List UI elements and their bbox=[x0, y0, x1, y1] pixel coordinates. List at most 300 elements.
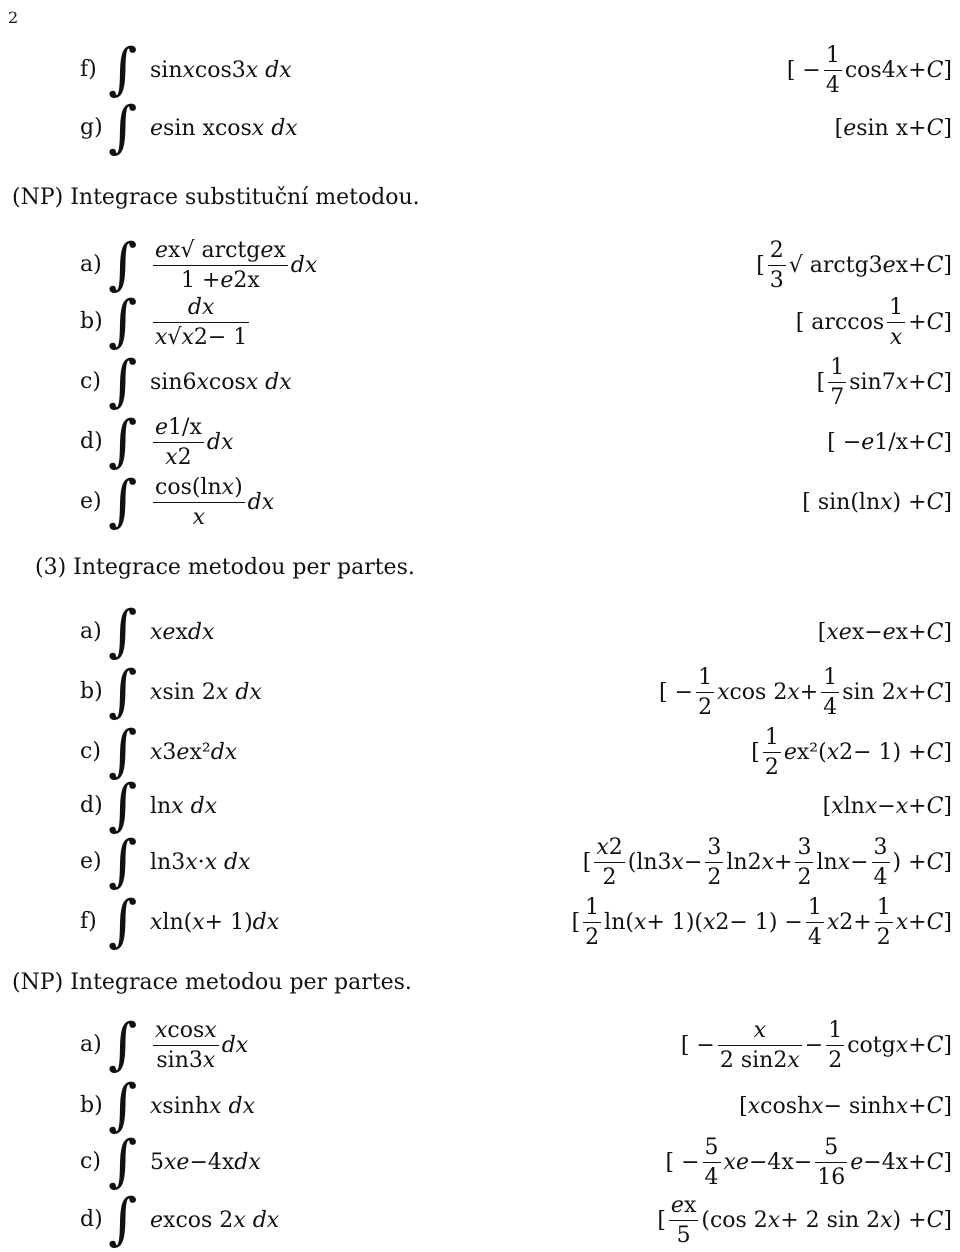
superscript: −4x bbox=[863, 1149, 909, 1175]
denominator bbox=[826, 1048, 844, 1073]
math-text: x bbox=[150, 909, 163, 935]
math-text: ] bbox=[943, 252, 952, 278]
math-text: ln bbox=[150, 849, 172, 875]
answer bbox=[827, 412, 952, 472]
math-text: √ bbox=[167, 324, 182, 350]
integrand bbox=[150, 1190, 279, 1250]
superscript: 2 bbox=[193, 324, 208, 350]
fraction bbox=[887, 295, 905, 350]
math-text: 1 bbox=[764, 724, 779, 750]
math-text: xe bbox=[723, 1149, 749, 1175]
integral-sign-icon: ∫ bbox=[108, 289, 138, 354]
numerator bbox=[824, 43, 842, 68]
math-text: ] bbox=[943, 849, 952, 875]
exercise-row bbox=[0, 232, 960, 297]
denominator bbox=[872, 865, 890, 890]
math-text: [ − bbox=[665, 1149, 700, 1175]
fraction bbox=[153, 415, 204, 470]
denominator bbox=[191, 505, 207, 530]
fraction bbox=[806, 895, 824, 950]
math-text: ) + bbox=[892, 1207, 927, 1233]
fraction bbox=[718, 1018, 802, 1073]
math-text: cos 2 bbox=[175, 1207, 234, 1233]
math-text: dx bbox=[290, 252, 318, 278]
exercise-label: f) bbox=[80, 57, 97, 82]
section-heading: (NP) Integrace substituční metodou. bbox=[12, 185, 420, 210]
exercise-row bbox=[0, 599, 960, 664]
superscript: 2 bbox=[839, 739, 854, 765]
answer bbox=[756, 235, 952, 295]
math-text: x bbox=[185, 849, 198, 875]
superscript: x bbox=[163, 1207, 176, 1233]
math-text: x bbox=[895, 793, 909, 819]
numerator bbox=[828, 355, 846, 380]
math-text: ln bbox=[726, 849, 748, 875]
math-text: x bbox=[196, 369, 209, 395]
answer bbox=[739, 1076, 952, 1136]
math-text: 1 bbox=[876, 894, 891, 920]
fraction-bar bbox=[821, 692, 839, 693]
denominator bbox=[888, 325, 904, 350]
math-text: 2 bbox=[698, 694, 713, 720]
math-text: 2 bbox=[707, 864, 722, 890]
exercise-row bbox=[0, 719, 960, 784]
integral-sign-icon: ∫ bbox=[108, 829, 138, 894]
math-text: e bbox=[670, 1192, 684, 1218]
math-text: ] bbox=[943, 793, 952, 819]
exercise-label: f) bbox=[80, 909, 97, 934]
math-text: 4 bbox=[873, 864, 888, 890]
numerator bbox=[875, 895, 893, 920]
math-text: xe bbox=[826, 619, 852, 645]
superscript: x bbox=[851, 619, 865, 645]
denominator bbox=[696, 695, 714, 720]
answer bbox=[583, 832, 952, 892]
math-text: x bbox=[181, 324, 194, 350]
math-text: x bbox=[150, 679, 163, 705]
answer bbox=[657, 1190, 952, 1250]
integral-sign-icon: ∫ bbox=[108, 659, 138, 724]
math-text: [ bbox=[657, 1207, 666, 1233]
math-text: + bbox=[908, 679, 927, 705]
math-text: [ arccos bbox=[795, 309, 885, 335]
math-text: 4 bbox=[807, 924, 822, 950]
math-text: [ − bbox=[827, 429, 862, 455]
exercise-label: c) bbox=[80, 369, 101, 394]
math-text: C bbox=[926, 1149, 944, 1175]
integrand bbox=[150, 40, 292, 100]
math-text: dx bbox=[206, 429, 234, 455]
math-text: cos bbox=[194, 57, 232, 83]
math-text: + 2 sin 2 bbox=[780, 1207, 881, 1233]
superscript: x bbox=[168, 237, 181, 263]
math-text: 3 bbox=[797, 834, 812, 860]
integrand bbox=[150, 1076, 255, 1136]
answer bbox=[659, 662, 952, 722]
math-text: [ bbox=[739, 1093, 748, 1119]
integrand bbox=[150, 662, 262, 722]
math-text: e bbox=[220, 267, 234, 293]
math-text: 3 bbox=[707, 834, 722, 860]
superscript: 3 bbox=[162, 739, 177, 765]
answer bbox=[796, 292, 952, 352]
exercise-row bbox=[0, 829, 960, 894]
fraction-bar bbox=[763, 752, 781, 753]
exercise-row bbox=[0, 409, 960, 474]
integrand bbox=[150, 1015, 248, 1075]
math-text: + bbox=[853, 909, 872, 935]
math-text: dx bbox=[187, 619, 215, 645]
exercise-label: c) bbox=[80, 1149, 101, 1174]
exercise-label: e) bbox=[80, 489, 102, 514]
math-text: e bbox=[783, 739, 797, 765]
denominator bbox=[583, 925, 601, 950]
integral-sign-icon: ∫ bbox=[108, 37, 138, 102]
integral-sign-icon: ∫ bbox=[108, 889, 138, 954]
math-text: ] bbox=[943, 1207, 952, 1233]
exercise-row bbox=[0, 37, 960, 102]
fraction bbox=[768, 238, 786, 293]
denominator bbox=[875, 925, 893, 950]
fraction-bar bbox=[153, 322, 249, 323]
math-text: x dx bbox=[204, 849, 251, 875]
math-text: − bbox=[877, 793, 896, 819]
exercise-label: b) bbox=[80, 1093, 103, 1118]
math-text: x bbox=[880, 1207, 893, 1233]
numerator bbox=[763, 725, 781, 750]
fraction-bar bbox=[153, 1045, 219, 1046]
superscript: x bbox=[273, 237, 286, 263]
math-text: ] bbox=[943, 57, 952, 83]
denominator bbox=[824, 73, 842, 98]
superscript: sin x bbox=[856, 115, 909, 141]
exercise-row bbox=[0, 1129, 960, 1194]
fraction-bar bbox=[875, 922, 893, 923]
numerator bbox=[703, 1135, 721, 1160]
denominator bbox=[806, 925, 824, 950]
math-text: x bbox=[204, 1017, 217, 1043]
numerator bbox=[705, 835, 723, 860]
math-text: 1 bbox=[825, 42, 840, 68]
math-text: + bbox=[908, 57, 927, 83]
math-text: x bbox=[826, 739, 840, 765]
fraction bbox=[583, 895, 601, 950]
superscript: sin x bbox=[163, 115, 215, 141]
denominator bbox=[705, 865, 723, 890]
math-text: + bbox=[908, 1093, 927, 1119]
math-text: − bbox=[793, 1149, 813, 1175]
exercise-row bbox=[0, 95, 960, 160]
math-text: C bbox=[926, 849, 944, 875]
answer bbox=[666, 1132, 952, 1192]
math-text: 1 bbox=[828, 1017, 843, 1043]
superscript: 1/x bbox=[168, 414, 202, 440]
superscript: 2 bbox=[715, 909, 730, 935]
math-text: 1 bbox=[830, 354, 845, 380]
answer bbox=[751, 722, 952, 782]
math-text: x bbox=[702, 909, 716, 935]
fraction-bar bbox=[826, 1045, 844, 1046]
math-text: cos bbox=[214, 115, 252, 141]
math-text: xe bbox=[164, 1149, 190, 1175]
integral-sign-icon: ∫ bbox=[108, 349, 138, 414]
superscript: x² bbox=[189, 739, 211, 765]
integrand bbox=[150, 412, 233, 472]
math-text: x bbox=[155, 1017, 168, 1043]
math-text: (cos 2 bbox=[701, 1207, 768, 1233]
fraction-bar bbox=[795, 862, 813, 863]
exercise-label: c) bbox=[80, 739, 101, 764]
denominator bbox=[179, 268, 262, 293]
math-text: e bbox=[861, 429, 875, 455]
math-text: + bbox=[908, 369, 927, 395]
math-text: x bbox=[767, 1207, 781, 1233]
fraction bbox=[763, 725, 781, 780]
math-text: − bbox=[683, 849, 703, 875]
math-text: x bbox=[192, 909, 205, 935]
fraction bbox=[153, 295, 249, 350]
math-text: cos bbox=[208, 369, 246, 395]
math-text: − 1) − bbox=[729, 909, 803, 935]
math-text: e bbox=[882, 252, 896, 278]
math-text: ) bbox=[234, 474, 243, 500]
integrand bbox=[150, 98, 298, 158]
math-text: dx bbox=[221, 1032, 249, 1058]
integral-sign-icon: ∫ bbox=[108, 409, 138, 474]
math-text: + bbox=[774, 849, 793, 875]
math-text: x bbox=[895, 1093, 909, 1119]
math-text: − bbox=[850, 849, 869, 875]
math-text: cos(ln bbox=[155, 474, 222, 500]
math-text: 5 bbox=[150, 1149, 164, 1175]
math-text: C bbox=[926, 1207, 944, 1233]
math-text: 2 bbox=[585, 924, 600, 950]
denominator bbox=[163, 445, 193, 470]
math-text: 2 bbox=[876, 924, 891, 950]
numerator bbox=[153, 238, 288, 263]
superscript: x² bbox=[796, 739, 819, 765]
math-text: x dx bbox=[171, 793, 218, 819]
fraction-bar bbox=[824, 70, 842, 71]
math-text: − sinh bbox=[823, 1093, 896, 1119]
math-text: ] bbox=[943, 1032, 952, 1058]
superscript: 3 bbox=[868, 252, 883, 278]
numerator bbox=[669, 1193, 698, 1218]
fraction-bar bbox=[703, 1162, 721, 1163]
superscript: x bbox=[683, 1192, 697, 1218]
math-text: x bbox=[826, 909, 840, 935]
fraction bbox=[696, 665, 714, 720]
math-text: ) + bbox=[892, 489, 927, 515]
math-text: (ln bbox=[627, 849, 658, 875]
math-text: [ bbox=[817, 619, 827, 645]
math-text: 2 bbox=[769, 237, 784, 263]
integrand bbox=[150, 892, 279, 952]
superscript: 3 bbox=[171, 849, 186, 875]
math-text: 1 bbox=[823, 664, 838, 690]
math-text: √ arctg bbox=[788, 252, 869, 278]
exercise-label: d) bbox=[80, 793, 103, 818]
fraction bbox=[872, 835, 890, 890]
math-text: · bbox=[197, 849, 205, 875]
math-text: [ sin(ln bbox=[802, 489, 881, 515]
math-text: C bbox=[926, 115, 944, 141]
math-text: + bbox=[908, 429, 927, 455]
math-text: ] bbox=[943, 489, 952, 515]
math-text: x bbox=[150, 1093, 163, 1119]
denominator bbox=[154, 1048, 217, 1073]
exercise-row bbox=[0, 773, 960, 838]
fraction-bar bbox=[768, 265, 786, 266]
section-heading: (NP) Integrace metodou per partes. bbox=[12, 970, 412, 995]
numerator bbox=[795, 835, 813, 860]
answer bbox=[835, 98, 952, 158]
math-text: [ bbox=[756, 252, 765, 278]
math-text: cotg bbox=[847, 1032, 896, 1058]
math-text: √ arctg bbox=[180, 237, 261, 263]
superscript: 6 bbox=[182, 369, 197, 395]
math-text: sin bbox=[156, 1047, 189, 1073]
math-text: ] bbox=[943, 619, 952, 645]
denominator bbox=[815, 1165, 847, 1190]
superscript: 2 bbox=[839, 909, 854, 935]
math-text: − 1 bbox=[207, 324, 248, 350]
math-text: 5 bbox=[704, 1134, 719, 1160]
math-text: 7 bbox=[830, 384, 845, 410]
math-text: cos 2 bbox=[729, 679, 788, 705]
exercise-label: d) bbox=[80, 429, 103, 454]
integral-sign-icon: ∫ bbox=[108, 599, 138, 664]
math-text: x dx bbox=[215, 679, 262, 705]
math-text: cos bbox=[844, 57, 882, 83]
math-text: ] bbox=[943, 369, 952, 395]
fraction-bar bbox=[718, 1045, 802, 1046]
math-text: 4 bbox=[825, 72, 840, 98]
math-text: sin bbox=[150, 369, 183, 395]
math-text: + 1) bbox=[204, 909, 253, 935]
math-text: 3 bbox=[873, 834, 888, 860]
exercise-label: a) bbox=[80, 1032, 102, 1057]
math-text: cos bbox=[167, 1017, 205, 1043]
superscript: 3 bbox=[188, 1047, 203, 1073]
answer bbox=[787, 40, 952, 100]
fraction bbox=[153, 238, 288, 293]
math-text: x dx bbox=[251, 115, 298, 141]
exercise-row bbox=[0, 349, 960, 414]
math-text: C bbox=[926, 57, 944, 83]
math-text: ln bbox=[843, 793, 865, 819]
integrand bbox=[150, 472, 274, 532]
fraction bbox=[153, 1018, 219, 1073]
fraction bbox=[669, 1193, 698, 1248]
math-text: ln bbox=[816, 849, 838, 875]
math-text: ln bbox=[150, 793, 172, 819]
superscript: 2 bbox=[177, 444, 192, 470]
integral-sign-icon: ∫ bbox=[108, 1187, 138, 1252]
fraction-bar bbox=[828, 382, 846, 383]
math-text: x bbox=[202, 1047, 216, 1073]
math-text: e bbox=[155, 414, 169, 440]
exercise-row bbox=[0, 659, 960, 724]
math-text: C bbox=[926, 619, 944, 645]
integrand bbox=[150, 1132, 261, 1192]
fraction-bar bbox=[815, 1162, 847, 1163]
math-text: e bbox=[150, 1207, 164, 1233]
math-text: e bbox=[176, 739, 190, 765]
math-text: C bbox=[926, 309, 944, 335]
math-text: ln( bbox=[162, 909, 193, 935]
exercise-label: g) bbox=[80, 115, 103, 140]
math-text: x bbox=[155, 324, 168, 350]
exercise-row bbox=[0, 1012, 960, 1077]
math-text: x bbox=[787, 679, 800, 705]
math-text: + bbox=[908, 909, 927, 935]
denominator bbox=[768, 268, 786, 293]
math-text: [ bbox=[822, 793, 832, 819]
answer bbox=[572, 892, 952, 952]
numerator bbox=[696, 665, 714, 690]
numerator bbox=[872, 835, 890, 860]
math-text: ln( bbox=[604, 909, 634, 935]
fraction-bar bbox=[887, 322, 905, 323]
superscript: 4 bbox=[881, 57, 896, 83]
answer bbox=[823, 776, 952, 836]
math-text: 1 bbox=[807, 894, 822, 920]
numerator bbox=[153, 475, 245, 500]
math-text: x dx bbox=[233, 1207, 280, 1233]
superscript: 3 bbox=[231, 57, 246, 83]
answer bbox=[802, 472, 952, 532]
exercise-row bbox=[0, 1187, 960, 1252]
math-text: C bbox=[926, 369, 944, 395]
exercise-label: b) bbox=[80, 679, 103, 704]
denominator bbox=[821, 695, 839, 720]
numerator bbox=[583, 895, 601, 920]
math-text: 2 bbox=[602, 864, 617, 890]
math-text: x bbox=[895, 679, 909, 705]
fraction bbox=[826, 1018, 844, 1073]
superscript: 2 bbox=[773, 1047, 788, 1073]
fraction-bar bbox=[806, 922, 824, 923]
fraction-bar bbox=[594, 862, 624, 863]
math-text: xe bbox=[150, 619, 176, 645]
fraction bbox=[594, 835, 624, 890]
superscript: 1/x bbox=[874, 429, 909, 455]
math-text: sin 2 bbox=[162, 679, 216, 705]
math-text: x bbox=[895, 57, 909, 83]
numerator bbox=[594, 835, 624, 860]
math-text: x bbox=[761, 849, 775, 875]
superscript: 7 bbox=[881, 369, 896, 395]
fraction bbox=[875, 895, 893, 950]
math-text: x dx bbox=[245, 369, 292, 395]
exercise-row bbox=[0, 889, 960, 954]
math-text: C bbox=[926, 429, 944, 455]
denominator bbox=[718, 1048, 802, 1073]
math-text: e bbox=[843, 115, 857, 141]
math-text: 4 bbox=[823, 694, 838, 720]
denominator bbox=[828, 385, 846, 410]
integrand bbox=[150, 776, 217, 836]
fraction-bar bbox=[153, 442, 204, 443]
math-text: 2 bbox=[797, 864, 812, 890]
fraction bbox=[824, 43, 842, 98]
math-text: ( bbox=[818, 739, 827, 765]
math-text: 1 + bbox=[180, 267, 221, 293]
integrand bbox=[150, 235, 317, 295]
math-text: e bbox=[260, 237, 274, 263]
denominator bbox=[795, 865, 813, 890]
